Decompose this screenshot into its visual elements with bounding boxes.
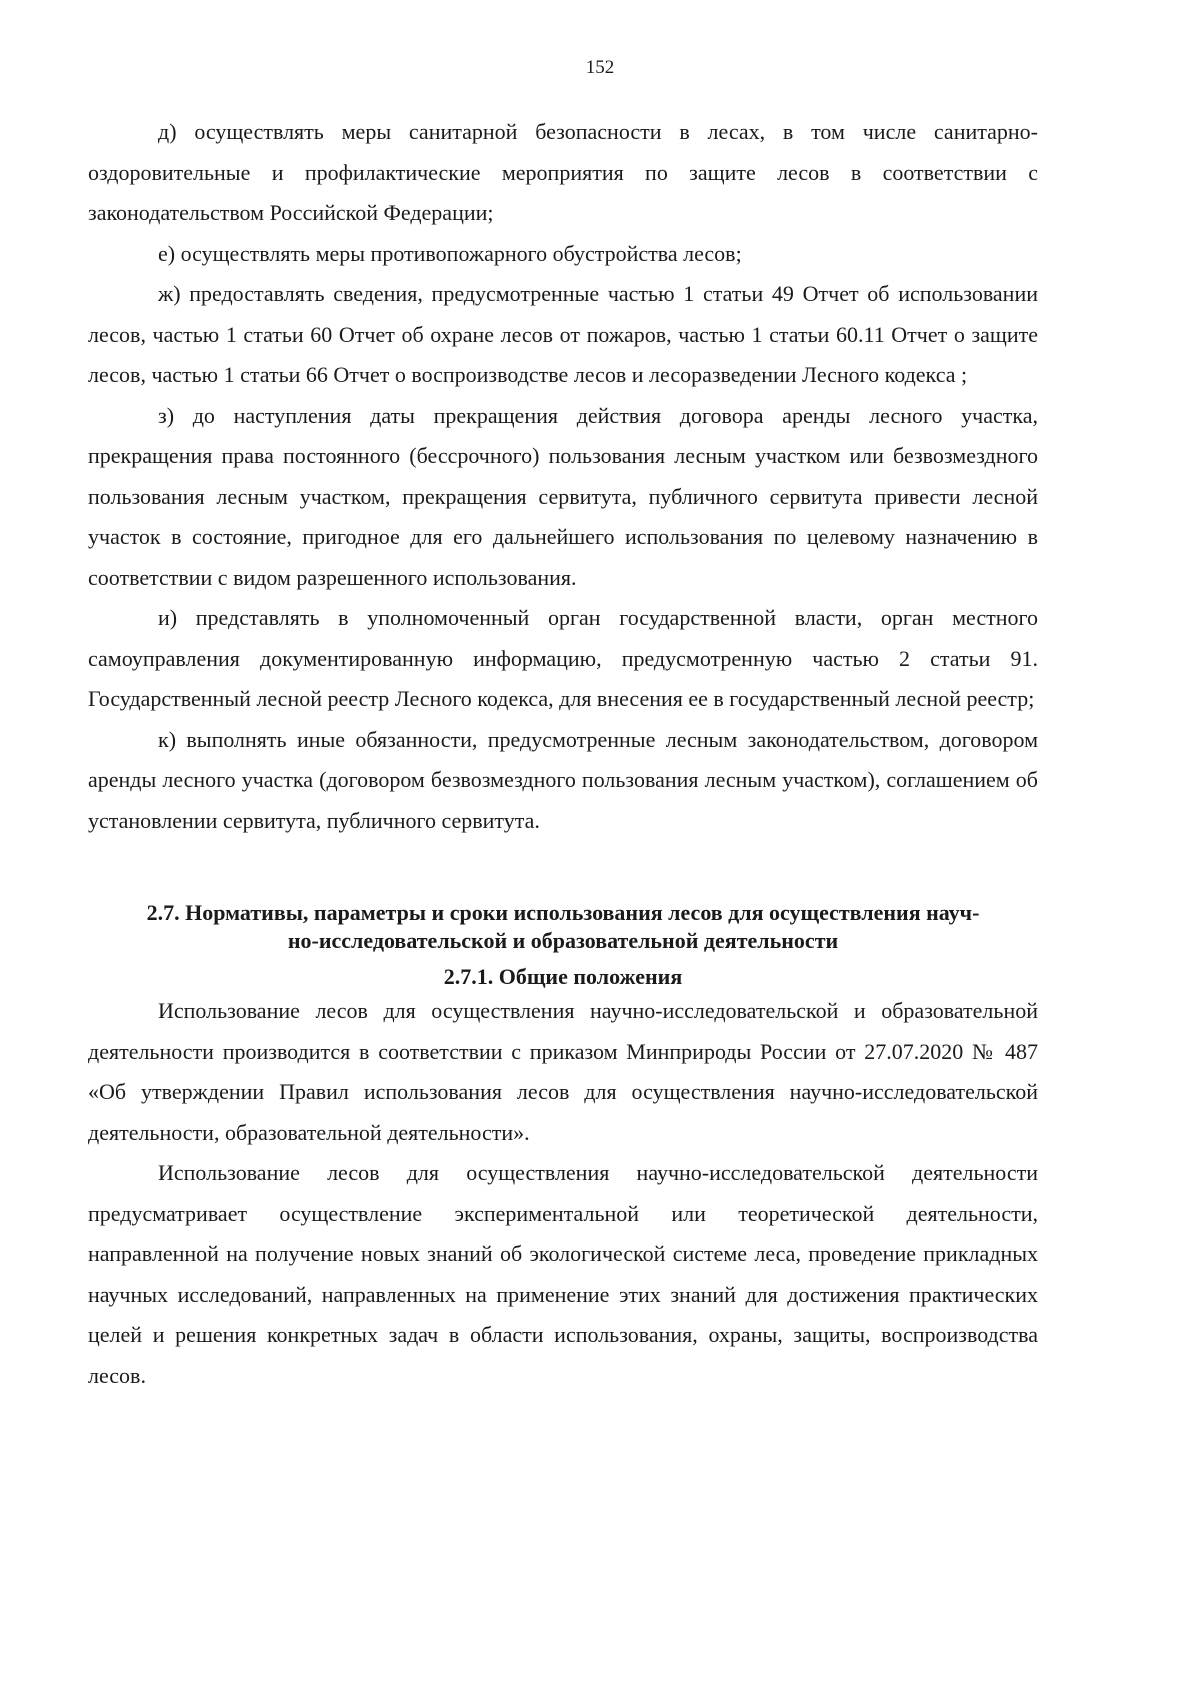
paragraph-general-1: Использование лесов для осуществления научно-исследовательской и образовательной деятельности производится в соответствии с приказом Минприроды России от 27.07.2020 № 487 «Об утверждении Правил использования лесов для осуществления научно-исследовательской деятельности, образовательной деятельности». bbox=[88, 998, 1038, 1145]
document-body bbox=[88, 112, 1038, 1396]
paragraph-zh: ж) предоставлять сведения, предусмотренные частью 1 статьи 49 Отчет об использовании лесов, частью 1 статьи 60 Отчет об охране лесов от пожаров, частью 1 статьи 60.11 Отчет о защите лесов, частью 1 статьи 66 Отчет о воспроизводстве лесов и лесоразведении Лесного кодекса ; bbox=[88, 281, 1038, 387]
paragraph-i: и) представлять в уполномоченный орган государственной власти, орган местного самоуправления документированную информацию, предусмотренную частью 2 статьи 91. Государственный лесной реестр Лесного кодекса, для внесения ее в государственный лесной реестр; bbox=[88, 605, 1038, 711]
paragraph-general-2: Использование лесов для осуществления научно-исследовательской деятельности предусматривает осуществление экспериментальной или теоретической деятельности, направленной на получение новых знаний об экологической системе леса, проведение прикладных научных исследований, направленных на применение этих знаний для достижения практических целей и решения конкретных задач в области использования, охраны, защиты, воспроизводства лесов. bbox=[88, 1160, 1038, 1388]
paragraph-k: к) выполнять иные обязанности, предусмотренные лесным законодательством, договором аренды лесного участка (договором безвозмездного пользования лесным участком), соглашением об установлении сервитута, публичного сервитута. bbox=[88, 726, 1038, 833]
section-heading-line-1: 2.7. Нормативы, параметры и сроки использования лесов для осуществления науч- bbox=[146, 900, 980, 925]
page-number: 152 bbox=[585, 57, 615, 78]
paragraph-e: е) осуществлять меры противопожарного обустройства лесов; bbox=[158, 240, 742, 266]
paragraph-z: з) до наступления даты прекращения действия договора аренды лесного участка, прекращения права постоянного (бессрочного) пользования лесным участком или безвозмездного пользования лесным участком, прекращения сервитута, публичного сервитута привести лесной участок в состояние, пригодное для его дальнейшего использования по целевому назначению в соответствии с видом разрешенного использования. bbox=[88, 402, 1038, 590]
section-heading bbox=[88, 899, 1038, 955]
subsection-heading: 2.7.1. Общие положения bbox=[443, 964, 683, 989]
section-spacer bbox=[88, 841, 1038, 899]
paragraph-d: д) осуществлять меры санитарной безопасности в лесах, в том числе санитарно-оздоровительные и профилактические мероприятия по защите лесов в соответствии с законодательством Российской Федерации; bbox=[88, 119, 1038, 225]
section-heading-line-2: но-исследовательской и образовательной деятельности bbox=[287, 928, 839, 953]
